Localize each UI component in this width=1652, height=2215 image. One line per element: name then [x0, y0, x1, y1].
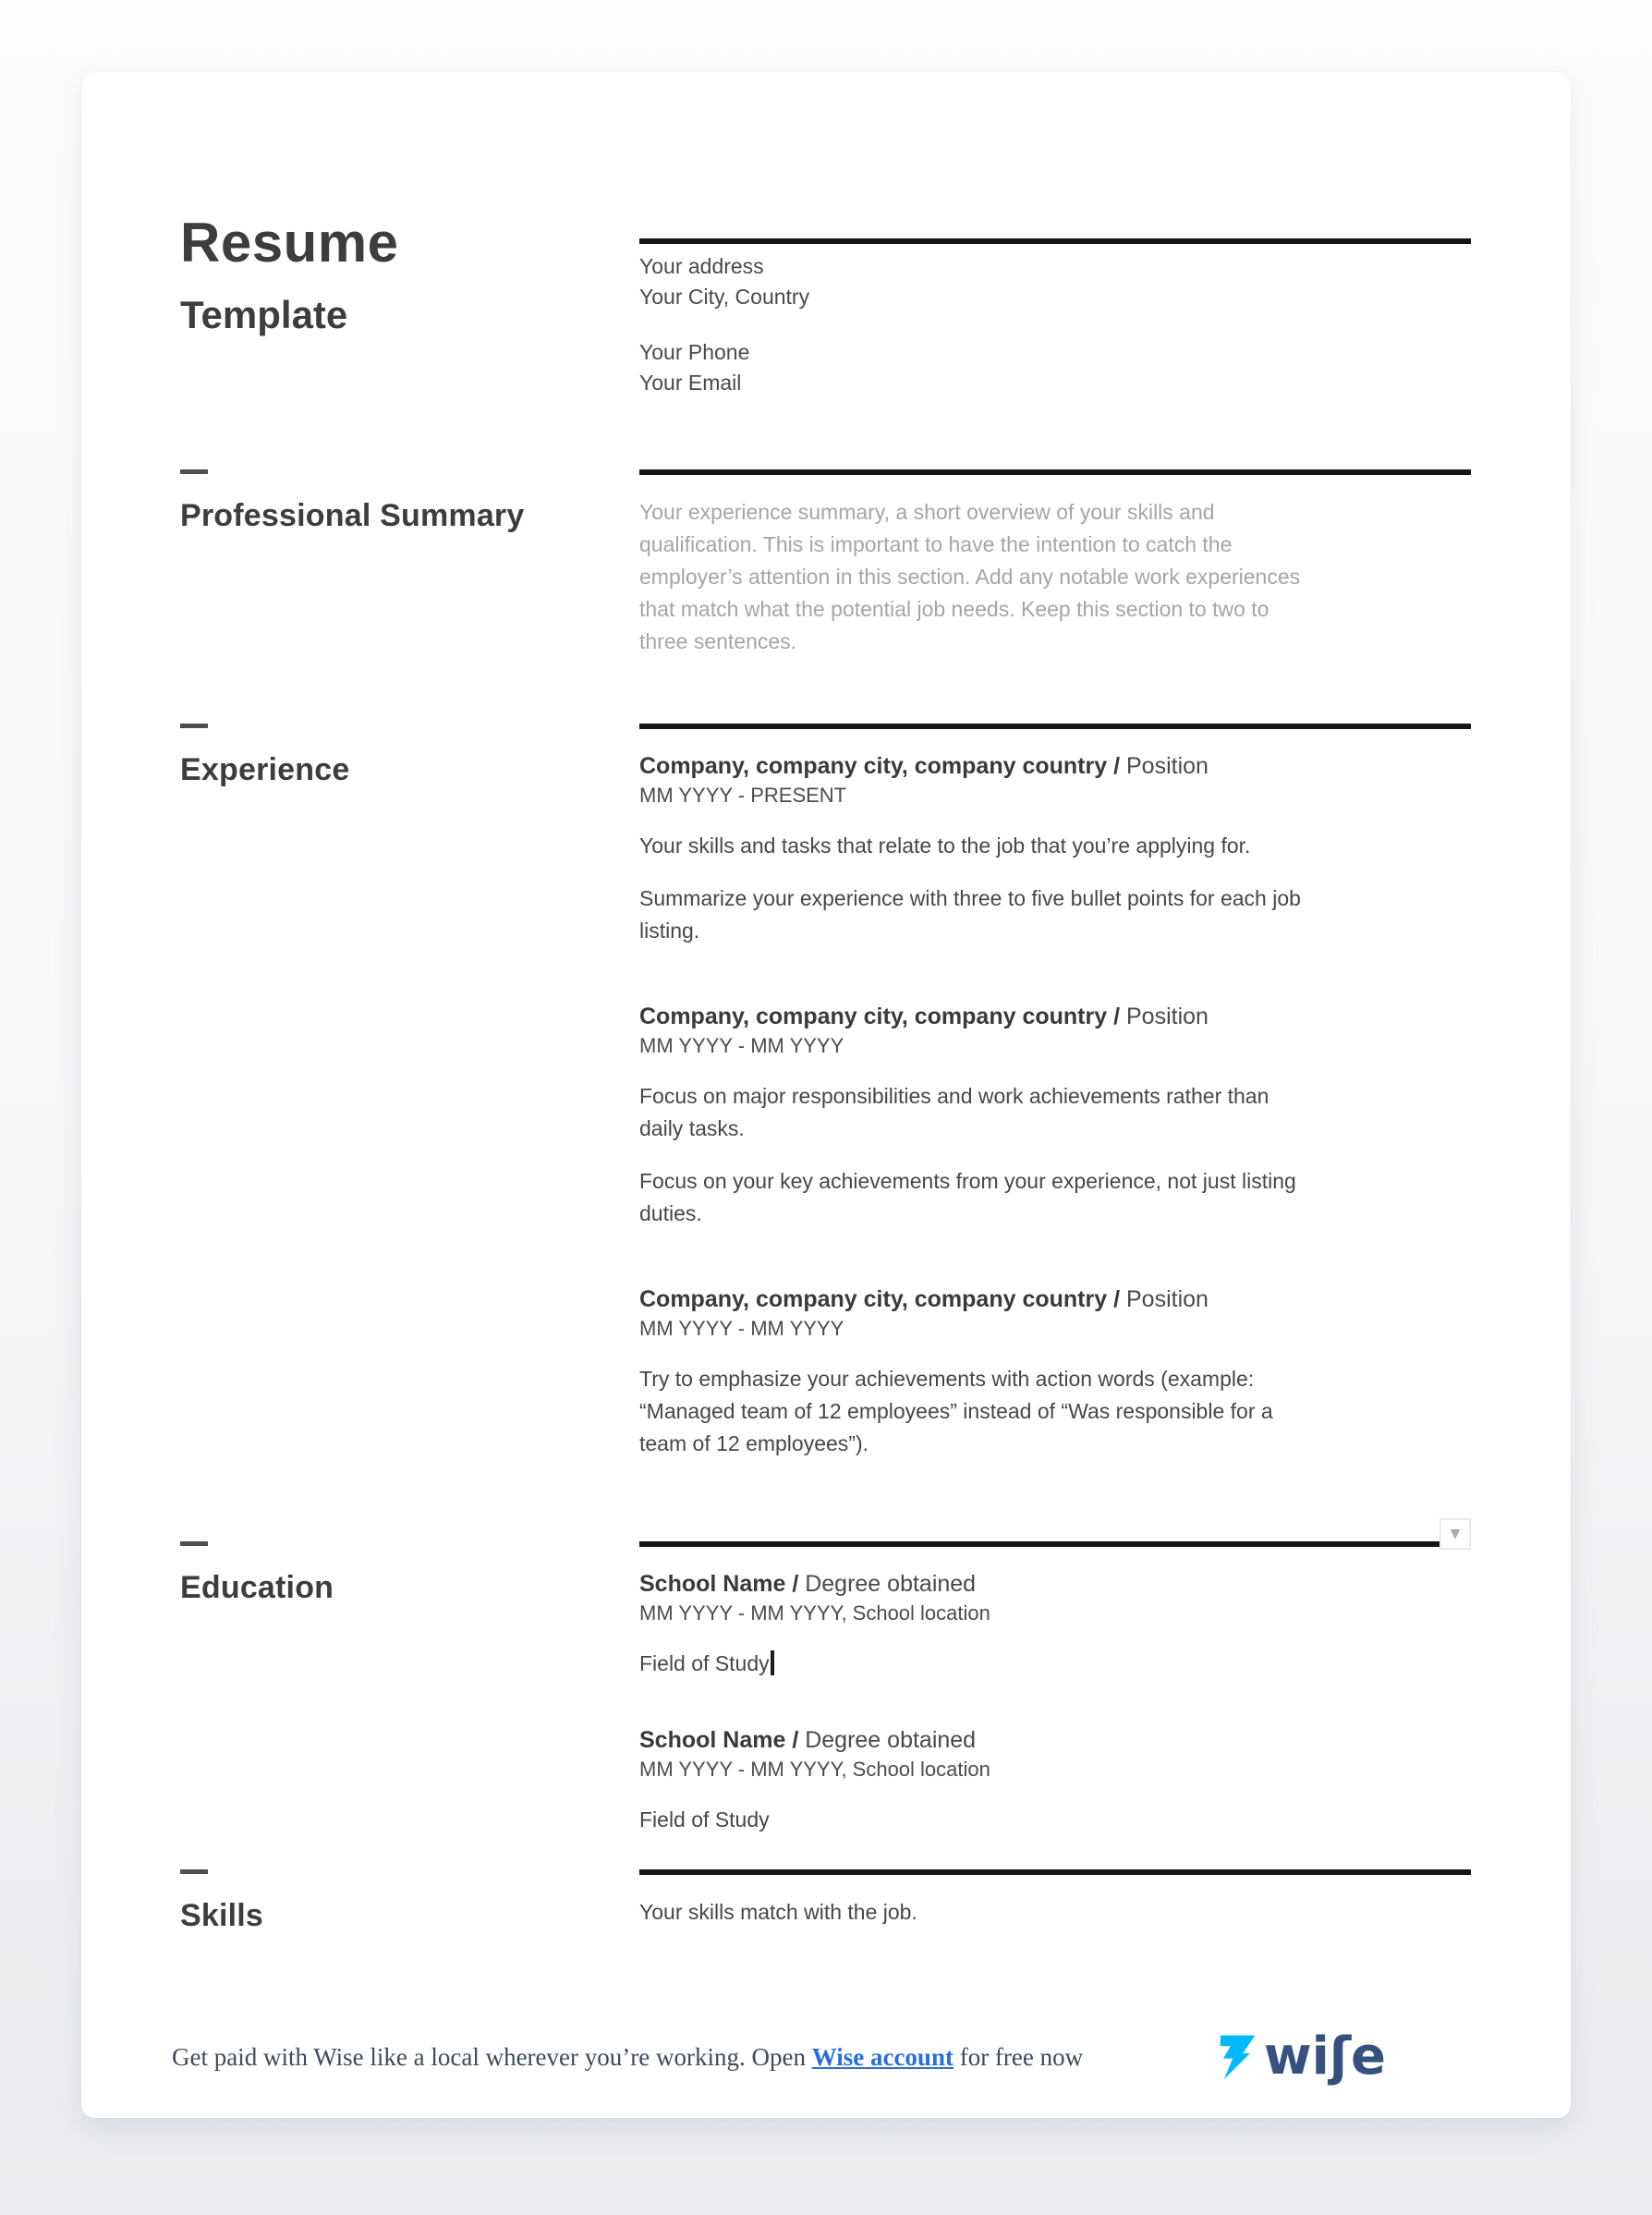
skills-divider [639, 1869, 1471, 1875]
section-skills [81, 1869, 1571, 1934]
skills-body: Your skills match with the job. [639, 1900, 917, 1924]
experience-entry-3 [639, 1284, 1471, 1460]
document-title: Resume [180, 212, 399, 274]
school-name: School Name / [639, 1727, 799, 1753]
paragraph-line: Your skills and tasks that relate to the job that you’re applying for. [639, 834, 1251, 858]
paragraph-line: Focus on your key achievements from your experience, not just listing [639, 1169, 1296, 1193]
summary-heading: Professional Summary [180, 498, 525, 533]
education-divider [639, 1541, 1439, 1547]
paragraph-line: Focus on major responsibilities and work achievements rather than [639, 1084, 1269, 1108]
wise-wordmark: wiʃe [1263, 2026, 1386, 2087]
degree-name: Degree obtained [805, 1727, 977, 1753]
contact-phone: Your Phone [639, 340, 750, 364]
resume-document-body [81, 72, 1571, 2031]
company-name: Company, company city, company country / [639, 1004, 1121, 1029]
education-entry-1 [639, 1568, 1471, 1680]
contact-email: Your Email [639, 371, 742, 395]
experience-entry-paragraph [639, 1165, 1471, 1230]
spacer [639, 1514, 1471, 1541]
section-experience [81, 724, 1571, 1541]
paragraph-line: daily tasks. [639, 1116, 745, 1140]
paragraph-line: team of 12 employees”). [639, 1431, 869, 1455]
experience-divider [639, 724, 1471, 729]
position-name: Position [1125, 1004, 1209, 1029]
position-name: Position [1125, 753, 1209, 779]
field-of-study-text: Field of Study [639, 1651, 770, 1675]
field-of-study-active-line[interactable] [639, 1648, 1471, 1680]
field-of-study-text: Field of Study [639, 1807, 770, 1832]
resume-document-card [81, 72, 1571, 2118]
contact-city-country: Your City, Country [639, 285, 810, 309]
experience-entry-paragraph [639, 882, 1471, 947]
education-entry-dates: MM YYYY - MM YYYY, School location [639, 1601, 990, 1625]
header-divider [639, 238, 1471, 244]
education-entry-dates: MM YYYY - MM YYYY, School location [639, 1758, 990, 1781]
footer-text-after-link: for free now [953, 2043, 1084, 2071]
experience-entry-paragraph [639, 830, 1471, 862]
skills-heading: Skills [180, 1898, 264, 1933]
contact-address: Your address [639, 254, 764, 278]
education-divider-row [639, 1527, 1471, 1547]
wise-logo [1217, 2026, 1386, 2087]
chevron-down-icon: ▼ [1450, 1527, 1461, 1541]
experience-entry-title [639, 750, 1471, 782]
experience-entry-2 [639, 1001, 1471, 1230]
footer-text-before-link: Get paid with Wise like a local wherever you’re working. Open [172, 2043, 812, 2071]
section-header [81, 212, 1571, 398]
field-of-study-line [639, 1804, 1471, 1836]
paragraph-line: Try to emphasize your achievements with action words (example: [639, 1367, 1255, 1391]
paragraph-line: “Managed team of 12 employees” instead of “Was responsible for a [639, 1399, 1273, 1423]
experience-entry-dates: MM YYYY - MM YYYY [639, 1317, 844, 1340]
paragraph-line: Summarize your experience with three to five bullet points for each job [639, 886, 1301, 910]
document-subtitle: Template [180, 293, 348, 336]
degree-name: Degree obtained [805, 1571, 977, 1597]
summary-placeholder-line: that match what the potential job needs. Keep this section to two to [639, 597, 1269, 621]
experience-entry-title [639, 1001, 1471, 1032]
company-name: Company, company city, company country / [639, 753, 1121, 779]
paragraph-line: listing. [639, 919, 700, 943]
contact-gap [639, 312, 1471, 337]
education-entry-title [639, 1724, 1471, 1756]
position-name: Position [1125, 1286, 1209, 1312]
experience-entry-paragraph [639, 1080, 1471, 1145]
experience-entry-paragraph [639, 1363, 1471, 1460]
wise-account-link[interactable]: Wise account [811, 2043, 954, 2071]
text-cursor-caret [771, 1650, 774, 1675]
experience-entry-dates: MM YYYY - MM YYYY [639, 1034, 844, 1057]
summary-placeholder-line: Your experience summary, a short overview of your skills and [639, 500, 1215, 524]
education-entry-2 [639, 1724, 1471, 1836]
summary-divider [639, 469, 1471, 475]
experience-entry-1 [639, 750, 1471, 947]
dropdown-arrow-button[interactable] [1439, 1518, 1471, 1550]
experience-entry-title [639, 1284, 1471, 1315]
section-dash-icon [180, 1869, 208, 1874]
summary-placeholder-line: qualification. This is important to have the intention to catch the [639, 532, 1233, 556]
summary-placeholder-line: employer’s attention in this section. Add any notable work experiences [639, 565, 1301, 589]
school-name: School Name / [639, 1571, 799, 1597]
section-professional-summary [81, 469, 1571, 658]
footer-promo-text [172, 2041, 1083, 2073]
experience-heading: Experience [180, 752, 350, 787]
education-heading: Education [180, 1570, 334, 1605]
experience-entry-dates: MM YYYY - PRESENT [639, 784, 847, 807]
company-name: Company, company city, company country / [639, 1286, 1121, 1312]
education-entry-title [639, 1568, 1471, 1600]
section-dash-icon [180, 469, 208, 474]
section-education [81, 1527, 1571, 1836]
footer-promo-bar [81, 2026, 1571, 2118]
wise-flag-icon [1217, 2034, 1256, 2080]
paragraph-line: duties. [639, 1201, 702, 1225]
summary-placeholder-line: three sentences. [639, 629, 797, 653]
section-dash-icon [180, 1541, 208, 1546]
section-dash-icon [180, 724, 208, 728]
